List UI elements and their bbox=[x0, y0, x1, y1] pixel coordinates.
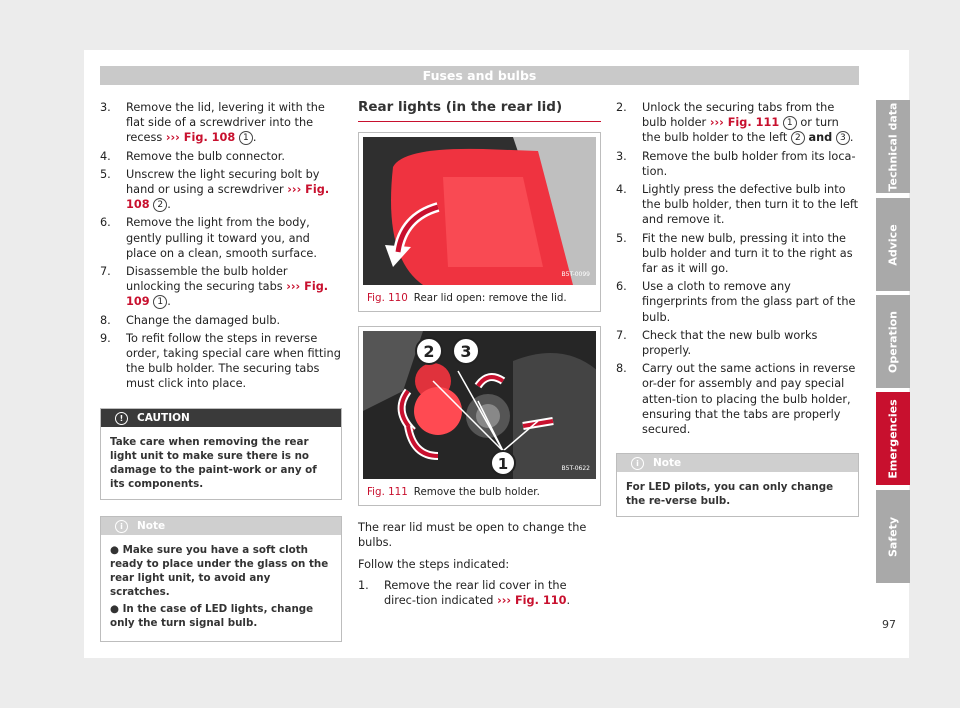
page-number: 97 bbox=[882, 618, 896, 631]
figure-caption: Fig. 111 Remove the bulb holder. bbox=[367, 486, 540, 499]
rear-lid-illustration bbox=[363, 137, 596, 285]
step-5: 5. Unscrew the light securing bolt by hand or using a screwdriver ››› Fig. 108 2 . bbox=[100, 167, 330, 212]
callout-badge: 1 bbox=[239, 131, 253, 145]
note-text: For LED pilots, you can only change the re-verse bulb. bbox=[626, 481, 834, 508]
callout-badge: 2 bbox=[153, 198, 167, 212]
info-icon: i bbox=[115, 520, 128, 533]
figure-link[interactable]: ››› Fig. 109 bbox=[126, 280, 329, 309]
note-item: ● Make sure you have a soft cloth ready to place under the glass on the rear light unit, to avoid any scratches. bbox=[110, 543, 329, 598]
step-3: 3. Remove the lid, levering it with the flat side of a screwdriver into the recess ››› Fig. 108 1 . bbox=[100, 101, 325, 145]
step-4: 4. Lightly press the defective bulb into the bulb holder, then turn it to the left and remove it. bbox=[616, 183, 859, 227]
image-code: B5T-0622 bbox=[561, 465, 590, 472]
info-icon: i bbox=[631, 457, 644, 470]
rear-lid-image bbox=[363, 137, 596, 285]
callout-badge: 1 bbox=[153, 295, 167, 309]
step-5: 5. Fit the new bulb, pressing it into the bulb holder and turn it to the right as far as it will go. bbox=[616, 231, 853, 276]
step-7: 7. Disassemble the bulb holder unlocking the securing tabs ››› Fig. 109 1 . bbox=[100, 265, 329, 309]
step-9: 9. To refit follow the steps in reverse order, taking special care when fitting the bulb holder. The securing tabs must click into place. bbox=[100, 331, 341, 391]
figure-link[interactable]: ››› Fig. 111 bbox=[709, 116, 780, 130]
callout-1: 1 bbox=[497, 455, 509, 474]
tab-operation[interactable]: Operation bbox=[876, 295, 910, 388]
figure-111 bbox=[358, 326, 601, 506]
note-header: i Note bbox=[101, 517, 341, 535]
callout-2: 2 bbox=[423, 342, 435, 362]
step-2: 2. Unlock the securing tabs from the bulb holder ››› Fig. 111 1 or turn the bulb holder to the left 2 and 3 . bbox=[616, 101, 854, 145]
column-left bbox=[100, 100, 342, 642]
section-title: Rear lights (in the rear lid) bbox=[358, 100, 601, 122]
tab-emergencies[interactable]: Emergencies bbox=[876, 392, 910, 485]
figure-110 bbox=[358, 132, 601, 312]
callout-badge: 3 bbox=[836, 131, 850, 145]
column-middle bbox=[358, 100, 601, 611]
caution-header: ! CAUTION bbox=[101, 409, 341, 427]
note-item: ● In the case of LED lights, change only the turn signal bulb. bbox=[110, 602, 314, 629]
paragraph: Follow the steps indicated: bbox=[358, 557, 510, 571]
tab-technical-data[interactable]: Technical data bbox=[876, 100, 910, 193]
note-box bbox=[100, 516, 342, 642]
step-6: 6. Use a cloth to remove any fingerprints from the glass part of the bulb. bbox=[616, 280, 856, 324]
step-4: 4. Remove the bulb connector. bbox=[100, 149, 285, 163]
step-8: 8. Carry out the same actions in reverse or-der for assembly and pay special atten-tion to placing the bulb holder, ensuring that the tabs are properly secured. bbox=[616, 362, 856, 437]
step-1: 1. Remove the rear lid cover in the direc-tion indicated ››› Fig. 110. bbox=[358, 578, 571, 608]
warning-icon: ! bbox=[115, 412, 128, 425]
page-header: Fuses and bulbs bbox=[100, 66, 859, 85]
figure-caption: Fig. 110 Rear lid open: remove the lid. bbox=[367, 292, 567, 305]
steps-list bbox=[100, 100, 342, 392]
callout-badge: 1 bbox=[783, 116, 797, 130]
tab-advice[interactable]: Advice bbox=[876, 198, 910, 291]
figure-link[interactable]: ››› Fig. 108 bbox=[126, 183, 330, 212]
step-6: 6. Remove the light from the body, gently pulling it toward you, and place on a clean, smooth surface. bbox=[100, 216, 317, 260]
bulb-holder-image bbox=[363, 331, 596, 479]
figure-link[interactable]: ››› Fig. 110 bbox=[497, 594, 567, 608]
note-header: i Note bbox=[617, 454, 858, 472]
callout-3: 3 bbox=[460, 342, 472, 362]
step-3: 3. Remove the bulb holder from its loca-tion. bbox=[616, 149, 856, 178]
caution-text: Take care when removing the rear light unit to make sure there is no damage to the paint-work or any of its components. bbox=[110, 435, 317, 490]
callout-badge: 2 bbox=[791, 131, 805, 145]
note-box bbox=[616, 453, 859, 517]
image-code: B5T-0099 bbox=[561, 271, 590, 278]
caution-box bbox=[100, 408, 342, 500]
steps-list bbox=[616, 100, 859, 437]
tab-safety[interactable]: Safety bbox=[876, 490, 910, 583]
column-right bbox=[616, 100, 859, 517]
step-7: 7. Check that the new bulb works properly. bbox=[616, 328, 818, 358]
paragraph: The rear lid must be open to change the bulbs. bbox=[358, 521, 587, 550]
step-8: 8. Change the damaged bulb. bbox=[100, 313, 281, 327]
bulb-holder-illustration bbox=[363, 331, 596, 479]
figure-link[interactable]: ››› Fig. 108 bbox=[165, 131, 236, 145]
